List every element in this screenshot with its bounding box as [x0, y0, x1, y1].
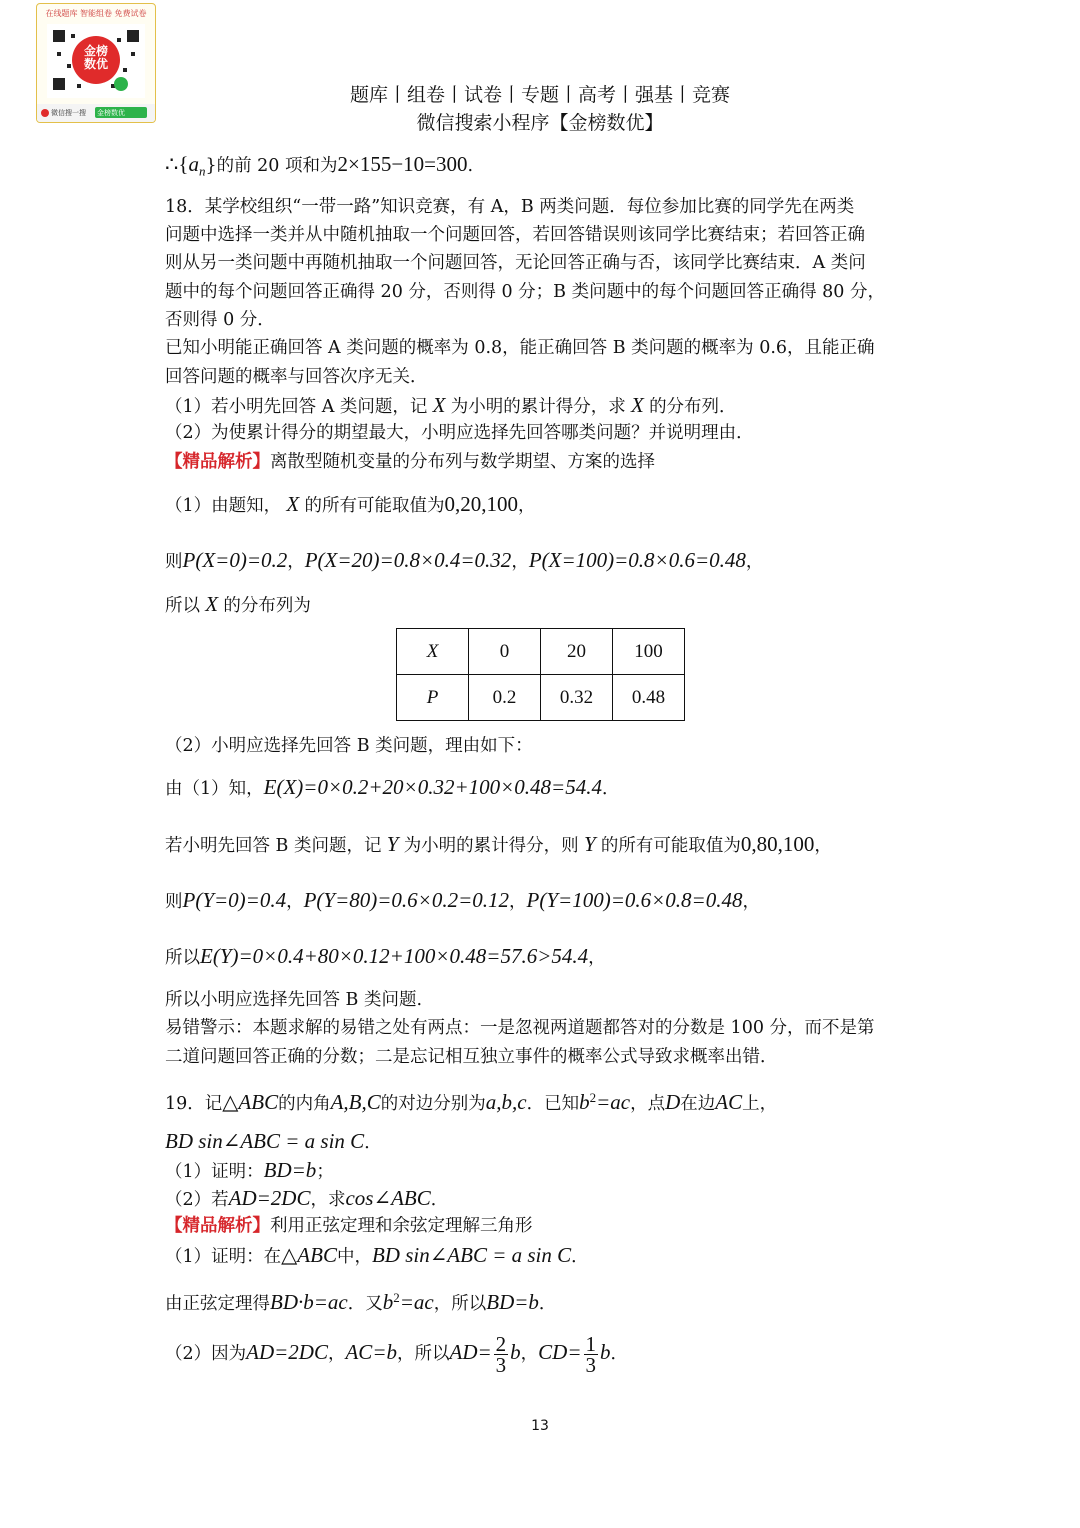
header-nav: 题库丨组卷丨试卷丨专题丨高考丨强基丨竞赛 — [349, 84, 730, 106]
table-row — [397, 675, 685, 721]
sol18-line-7: 则P(Y=0)=0.4，P(Y=80)=0.6×0.2=0.12，P(Y=100)=0.6×0.8=0.48， — [165, 888, 760, 912]
q18-line-1: 18．某学校组织“一带一路”知识竞赛，有 A，B 两类问题．每位参加比赛的同学先在两类 — [165, 197, 855, 217]
logo-search-name: 金榜数优 — [97, 109, 125, 117]
sol19-line-3: （2）因为AD=2DC，AC=b，所以AD= $\frac{2}{3}$ b，CD= $\frac{1}{3}$ b． — [165, 1332, 629, 1377]
table-cell: 0.48 — [613, 675, 685, 721]
logo-arc-text: 在线题库 智能组卷 免费试卷 — [45, 9, 147, 18]
table-cell: 0.2 — [469, 675, 541, 721]
distribution-table-x — [396, 628, 685, 721]
sol18-line-5: 由（1）知，E(X)=0×0.2+20×0.32+100×0.48=54.4． — [165, 775, 620, 799]
page-number: 13 — [531, 1418, 549, 1434]
logo-brand-line2: 数优 — [83, 57, 108, 71]
q18-line-6: 已知小明能正确回答 A 类问题的概率为 0.8，能正确回答 B 类问题的概率为 0.6，且能正确 — [165, 338, 875, 358]
q19-part-1: （1）证明：BD=b； — [165, 1158, 334, 1182]
logo-brand — [72, 45, 120, 71]
header-subtitle: 微信搜索小程序【金榜数优】 — [416, 112, 664, 134]
q19-line-1: 19．记△ABC的内角A,B,C的对边分别为a,b,c．已知$b^2=ac$，点D在边AC上， — [165, 1089, 778, 1114]
fraction-one-third: $\frac{1}{3}$ — [585, 1332, 597, 1377]
table-cell: 100 — [613, 629, 685, 675]
q18-line-7: 回答问题的概率与回答次序无关． — [165, 367, 428, 387]
prev-conclusion: $\therefore\{a_n\}$的前 20 项和为2×155−10=300. — [165, 152, 474, 179]
table-row — [397, 629, 685, 675]
q18-part-2: （2）为使累计得分的期望最大，小明应选择先回答哪类问题？并说明理由． — [165, 423, 754, 443]
table-cell: X — [397, 629, 469, 675]
sol18-warning-1: 易错警示：本题求解的易错之处有两点：一是忽视两道题都答对的分数是 100 分，而不是第 — [165, 1018, 875, 1038]
q18-line-5: 否则得 0 分． — [165, 310, 275, 330]
analysis-tag-19: 【精品解析】利用正弦定理和余弦定理解三角形 — [165, 1216, 533, 1236]
table-cell: 20 — [541, 629, 613, 675]
logo-search-hint: 微信搜一搜 — [51, 109, 86, 117]
q19-part-2: （2）若AD=2DC，求cos∠ABC． — [165, 1186, 449, 1210]
logo-brand-line1: 金榜 — [83, 44, 108, 58]
q18-line-2: 问题中选择一类并从中随机抽取一个问题回答，若回答错误则该同学比赛结束；若回答正确 — [165, 225, 865, 245]
table-cell: P — [397, 675, 469, 721]
analysis-tag-18: 【精品解析】离散型随机变量的分布列与数学期望、方案的选择 — [165, 452, 655, 472]
q18-line-3: 则从另一类问题中再随机抽取一个问题回答，无论回答正确与否，该同学比赛结束．A 类问 — [165, 253, 866, 273]
sol18-line-8: 所以E(Y)=0×0.4+80×0.12+100×0.48=57.6>54.4， — [165, 944, 606, 968]
sol18-line-6: 若小明先回答 B 类问题，记 Y 为小明的累计得分，则 Y 的所有可能取值为0,80,100， — [165, 832, 832, 856]
sol18-line-4: （2）小明应选择先回答 B 类问题，理由如下： — [165, 736, 533, 756]
sol18-line-3: 所以 X 的分布列为 — [165, 592, 311, 616]
sol18-line-9: 所以小明应选择先回答 B 类问题. — [165, 990, 423, 1010]
sol19-line-2: 由正弦定理得BD·b=ac．又$b^2=ac$，所以BD=b． — [165, 1289, 557, 1314]
q18-part-1: （1）若小明先回答 A 类问题，记 X 为小明的累计得分，求 X 的分布列． — [165, 393, 737, 417]
q19-line-2: BD sin∠ABC = a sin C． — [165, 1129, 382, 1153]
sol18-line-1: （1）由题知， X 的所有可能取值为0,20,100， — [165, 492, 536, 516]
sol18-warning-2: 二道问题回答正确的分数；二是忘记相互独立事件的概率公式导致求概率出错． — [165, 1047, 778, 1067]
fraction-two-thirds: $\frac{2}{3}$ — [495, 1332, 507, 1377]
table-cell: 0 — [469, 629, 541, 675]
q18-line-4: 题中的每个问题回答正确得 20 分，否则得 0 分；B 类问题中的每个问题回答正确得 80 分， — [165, 282, 885, 302]
sol19-line-1: （1）证明：在△ABC中，BD sin∠ABC = a sin C． — [165, 1243, 589, 1267]
table-cell: 0.32 — [541, 675, 613, 721]
sol18-line-2: 则P(X=0)=0.2，P(X=20)=0.8×0.4=0.32，P(X=100)=0.8×0.6=0.48， — [165, 548, 764, 572]
